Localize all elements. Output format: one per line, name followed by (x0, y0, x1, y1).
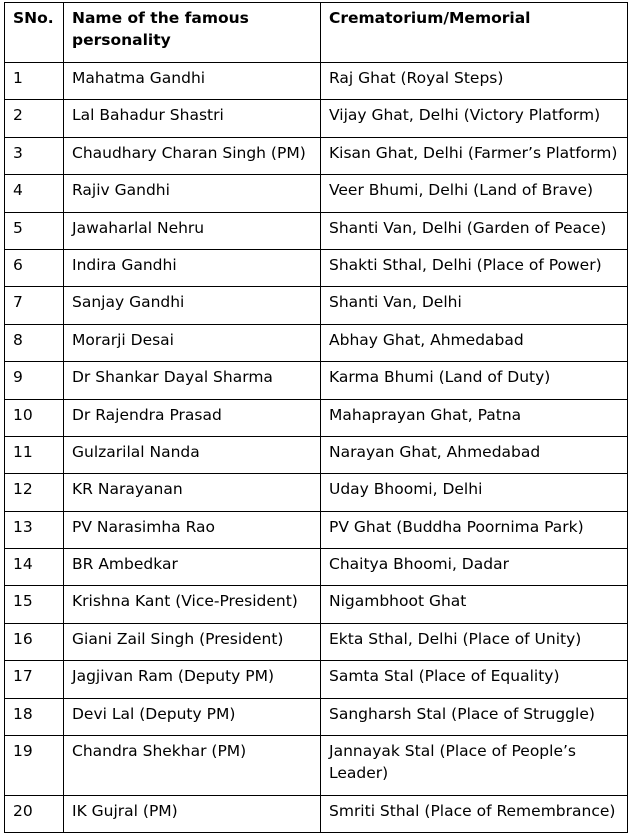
cell-name: Giani Zail Singh (President) (64, 623, 321, 660)
cell-sno: 12 (5, 474, 64, 511)
cell-sno: 1 (5, 63, 64, 100)
table-row (5, 212, 628, 249)
table-row (5, 474, 628, 511)
table-row (5, 511, 628, 548)
header-sno: SNo. (5, 3, 64, 63)
cell-name: Devi Lal (Deputy PM) (64, 698, 321, 735)
table-body (5, 63, 628, 833)
cell-name: KR Narayanan (64, 474, 321, 511)
cell-name: Chaudhary Charan Singh (PM) (64, 137, 321, 174)
cell-name: Gulzarilal Nanda (64, 436, 321, 473)
cell-name: Dr Shankar Dayal Sharma (64, 362, 321, 399)
table-row (5, 796, 628, 833)
table-row (5, 249, 628, 286)
cell-sno: 6 (5, 249, 64, 286)
table-row (5, 100, 628, 137)
cell-sno: 10 (5, 399, 64, 436)
header-name: Name of the famous personality (64, 3, 321, 63)
cell-sno: 2 (5, 100, 64, 137)
cell-sno: 5 (5, 212, 64, 249)
cell-memorial: Kisan Ghat, Delhi (Farmer’s Platform) (321, 137, 628, 174)
cell-memorial: Narayan Ghat, Ahmedabad (321, 436, 628, 473)
cell-name: Jawaharlal Nehru (64, 212, 321, 249)
cell-name: Jagjivan Ram (Deputy PM) (64, 661, 321, 698)
table-row (5, 324, 628, 361)
cell-memorial: Ekta Sthal, Delhi (Place of Unity) (321, 623, 628, 660)
cell-sno: 16 (5, 623, 64, 660)
table-row (5, 399, 628, 436)
cell-memorial: Raj Ghat (Royal Steps) (321, 63, 628, 100)
table-row (5, 549, 628, 586)
cell-name: IK Gujral (PM) (64, 796, 321, 833)
cell-memorial: Shakti Sthal, Delhi (Place of Power) (321, 249, 628, 286)
cell-memorial: Uday Bhoomi, Delhi (321, 474, 628, 511)
cell-name: PV Narasimha Rao (64, 511, 321, 548)
table-row (5, 137, 628, 174)
cell-sno: 4 (5, 175, 64, 212)
cell-sno: 3 (5, 137, 64, 174)
cell-name: Lal Bahadur Shastri (64, 100, 321, 137)
cell-memorial: Nigambhoot Ghat (321, 586, 628, 623)
cell-name: Indira Gandhi (64, 249, 321, 286)
cell-name: Morarji Desai (64, 324, 321, 361)
cell-sno: 9 (5, 362, 64, 399)
cell-memorial: Abhay Ghat, Ahmedabad (321, 324, 628, 361)
table-row (5, 287, 628, 324)
cell-name: BR Ambedkar (64, 549, 321, 586)
table-row (5, 661, 628, 698)
header-row (5, 3, 628, 63)
table-row (5, 436, 628, 473)
cell-memorial: Mahaprayan Ghat, Patna (321, 399, 628, 436)
cell-sno: 20 (5, 796, 64, 833)
cell-memorial: Vijay Ghat, Delhi (Victory Platform) (321, 100, 628, 137)
cell-name: Sanjay Gandhi (64, 287, 321, 324)
table-header (5, 3, 628, 63)
memorials-table (4, 2, 628, 833)
cell-name: Chandra Shekhar (PM) (64, 736, 321, 796)
cell-memorial: Sangharsh Stal (Place of Struggle) (321, 698, 628, 735)
cell-sno: 14 (5, 549, 64, 586)
cell-name: Mahatma Gandhi (64, 63, 321, 100)
table-row (5, 698, 628, 735)
cell-memorial: Veer Bhumi, Delhi (Land of Brave) (321, 175, 628, 212)
cell-name: Krishna Kant (Vice-President) (64, 586, 321, 623)
cell-sno: 18 (5, 698, 64, 735)
cell-sno: 11 (5, 436, 64, 473)
cell-memorial: PV Ghat (Buddha Poornima Park) (321, 511, 628, 548)
cell-name: Dr Rajendra Prasad (64, 399, 321, 436)
cell-memorial: Jannayak Stal (Place of People’s Leader) (321, 736, 628, 796)
cell-sno: 7 (5, 287, 64, 324)
table-row (5, 586, 628, 623)
table-row (5, 362, 628, 399)
cell-memorial: Shanti Van, Delhi (Garden of Peace) (321, 212, 628, 249)
cell-memorial: Shanti Van, Delhi (321, 287, 628, 324)
cell-memorial: Chaitya Bhoomi, Dadar (321, 549, 628, 586)
table-row (5, 175, 628, 212)
table-row (5, 623, 628, 660)
table-row (5, 63, 628, 100)
cell-sno: 8 (5, 324, 64, 361)
cell-sno: 13 (5, 511, 64, 548)
cell-sno: 17 (5, 661, 64, 698)
cell-name: Rajiv Gandhi (64, 175, 321, 212)
cell-sno: 15 (5, 586, 64, 623)
table-row (5, 736, 628, 796)
cell-memorial: Smriti Sthal (Place of Remembrance) (321, 796, 628, 833)
cell-memorial: Samta Stal (Place of Equality) (321, 661, 628, 698)
cell-sno: 19 (5, 736, 64, 796)
header-memorial: Crematorium/Memorial (321, 3, 628, 63)
cell-memorial: Karma Bhumi (Land of Duty) (321, 362, 628, 399)
